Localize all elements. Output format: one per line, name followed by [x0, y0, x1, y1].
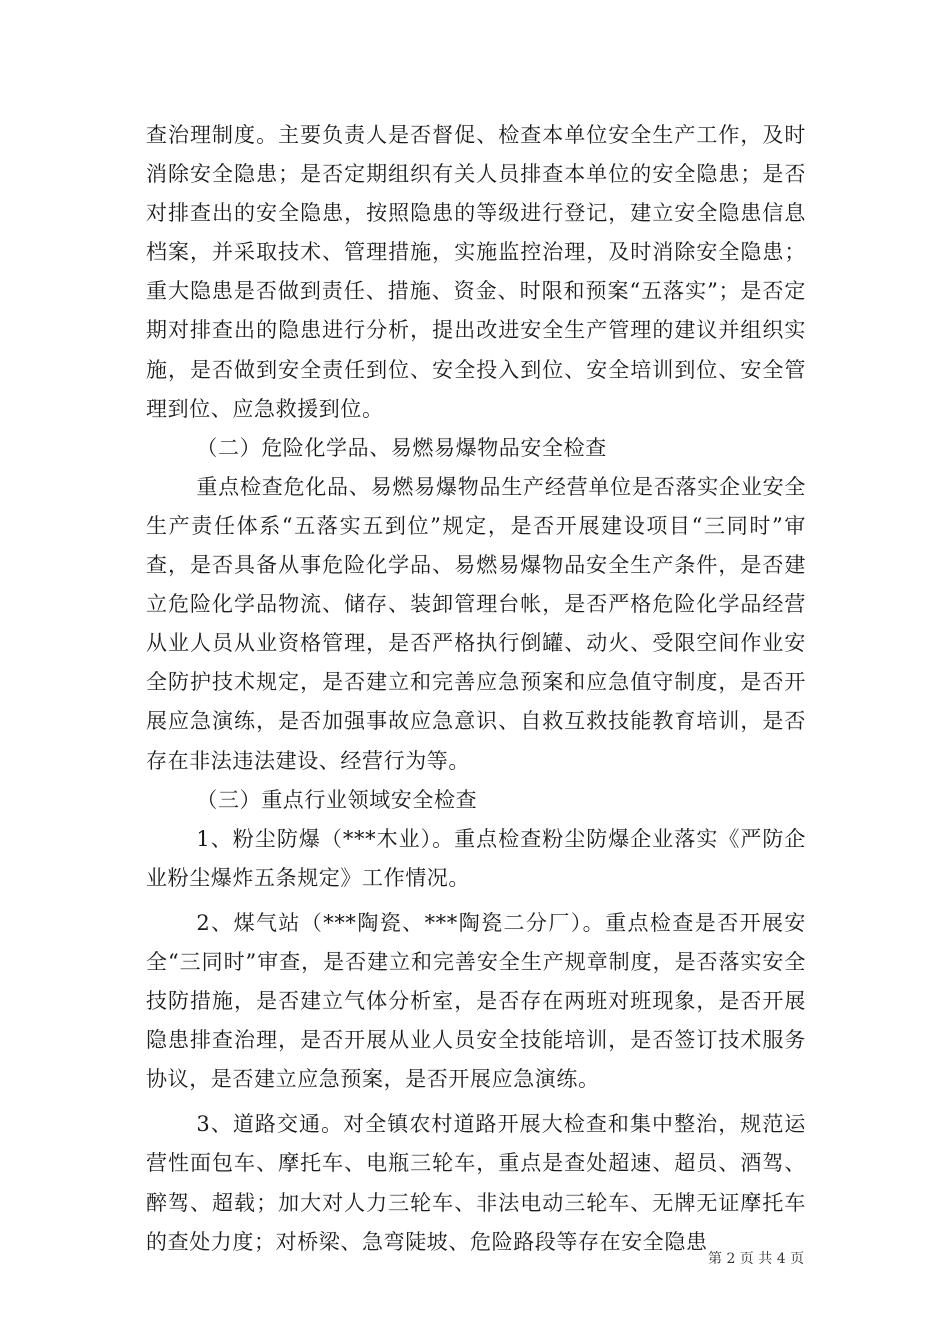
heading-hazardous-chemicals: （二）危险化学品、易燃易爆物品安全检查	[196, 435, 607, 460]
page-number-footer: 第 2 页 共 4 页	[708, 1251, 805, 1267]
paragraph-hazardous-chemicals: 重点检查危化品、易燃易爆物品生产经营单位是否落实企业安全生产责任体系“五落实五到位”规定，是否开展建设项目“三同时”审查，是否具备从事危险化学品、易燃易爆物品安全生产条件，是否建立危险化学品物流、储存、装卸管理台帐，是否严格危险化学品经营从业人员从业资格管理，是否严格执行倒罐、动火、受限空间作业安全防护技术规定，是否建立和完善应急预案和应急值守制度，是否开展应急演练，是否加强事故应急意识、自救互救技能教育培训，是否存在非法违法建设、经营行为等。	[146, 474, 806, 773]
paragraph-hazard-management: 查治理制度。主要负责人是否督促、检查本单位安全生产工作，及时消除安全隐患；是否定期组织有关人员排查本单位的安全隐患；是否对排查出的安全隐患，按照隐患的等级进行登记，建立安全隐患信息档案，并采取技术、管理措施，实施监控治理，及时消除安全隐患；重大隐患是否做到责任、措施、资金、时限和预案“五落实”；是否定期对排查出的隐患进行分析，提出改进安全生产管理的建议并组织实施，是否做到安全责任到位、安全投入到位、安全培训到位、安全管理到位、应急救援到位。	[146, 123, 806, 421]
paragraph-gas-station: 2、煤气站（***陶瓷、***陶瓷二分厂）。重点检查是否开展安全“三同时”审查，是否建立和完善安全生产规章制度，是否落实安全技防措施，是否建立气体分析室，是否存在两班对班现象，是否开展隐患排查治理，是否开展从业人员安全技能培训，是否签订技术服务协议，是否建立应急预案，是否开展应急演练。	[146, 910, 806, 1092]
document-body	[146, 116, 806, 1262]
paragraph-dust-explosion: 1、粉尘防爆（***木业）。重点检查粉尘防爆企业落实《严防企业粉尘爆炸五条规定》工作情况。	[146, 826, 806, 890]
paragraph-road-traffic: 3、道路交通。对全镇农村道路开展大检查和集中整治，规范运营性面包车、摩托车、电瓶三轮车，重点是查处超速、超员、酒驾、醉驾、超载；加大对人力三轮车、非法电动三轮车、无牌无证摩托车的查处力度；对桥梁、急弯陡坡、危险路段等存在安全隐患	[146, 1112, 806, 1254]
heading-key-industries: （三）重点行业领域安全检查	[196, 787, 478, 812]
